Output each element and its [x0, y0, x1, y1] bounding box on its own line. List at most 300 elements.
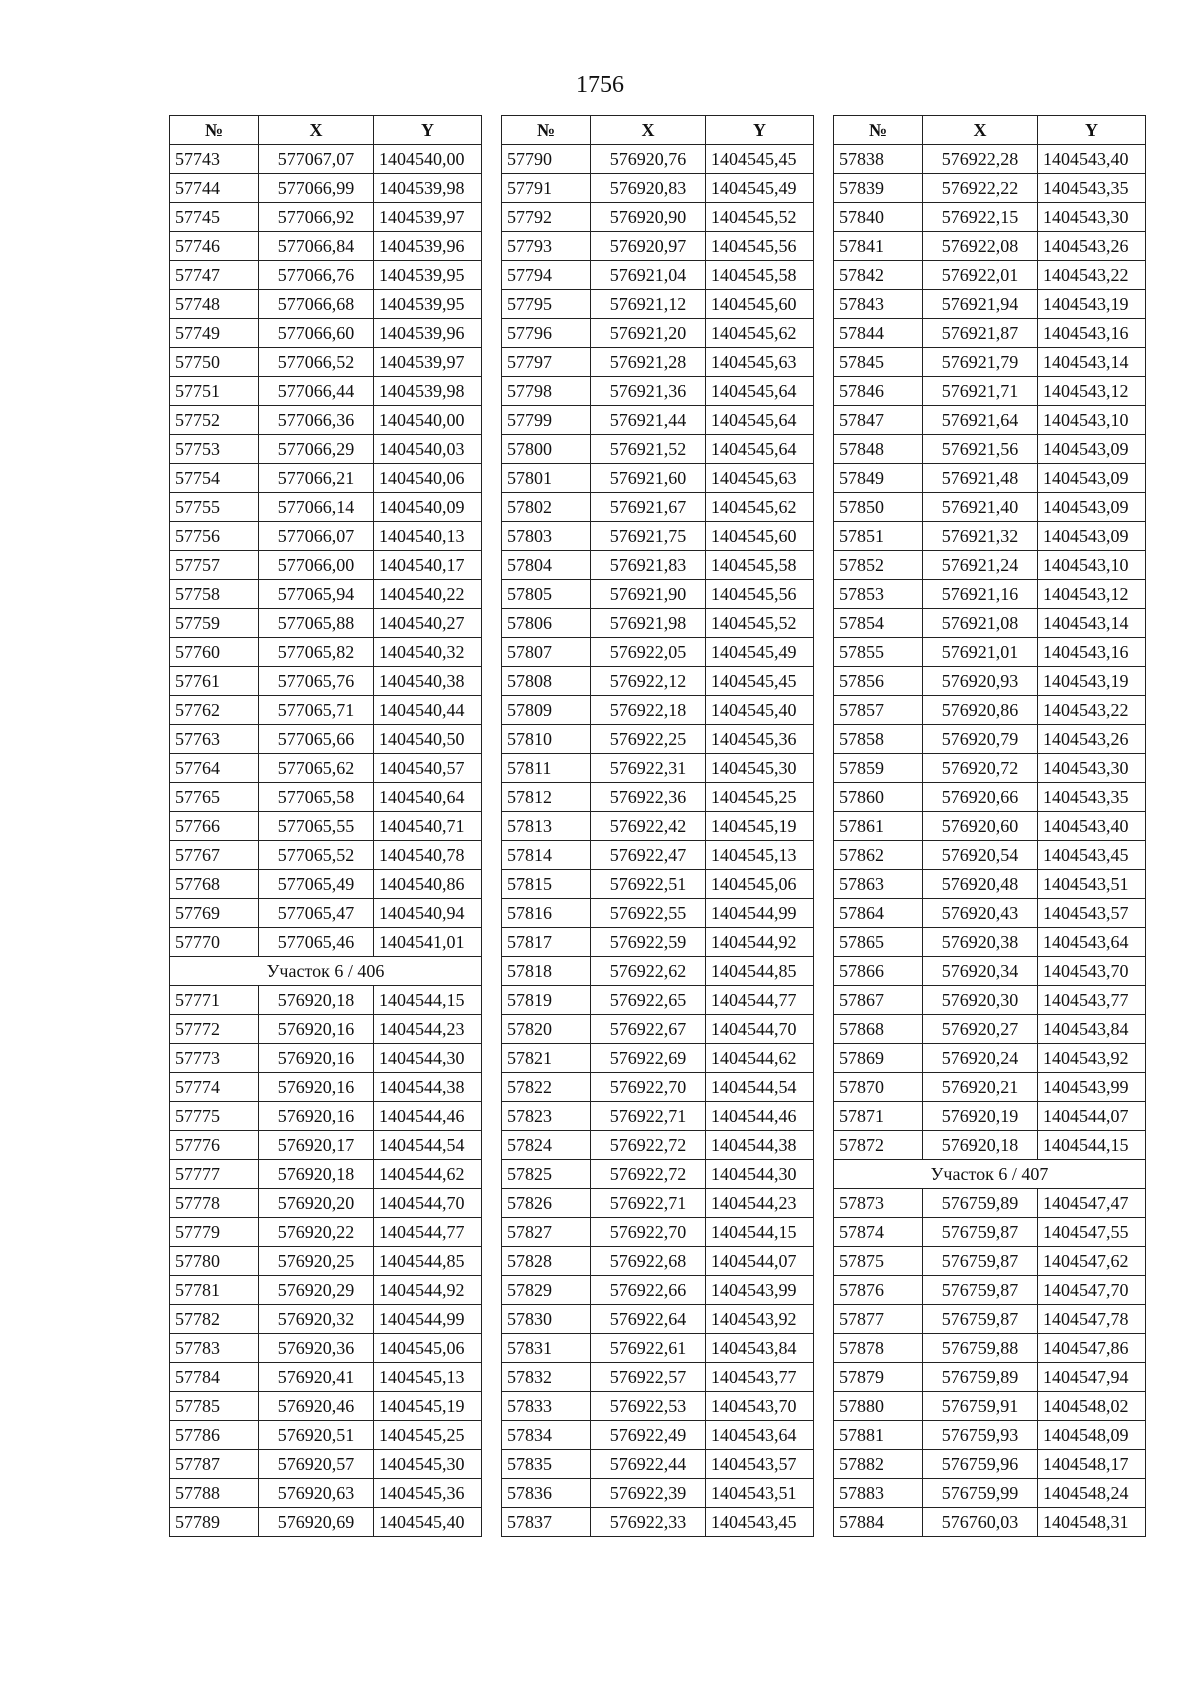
x-coordinate-cell: 577065,82: [259, 638, 374, 667]
point-number-cell: 57842: [834, 261, 923, 290]
y-coordinate-cell: 1404545,25: [706, 783, 814, 812]
point-number-cell: 57788: [170, 1479, 259, 1508]
x-coordinate-cell: 577065,47: [259, 899, 374, 928]
point-number-cell: 57875: [834, 1247, 923, 1276]
point-number-cell: 57855: [834, 638, 923, 667]
y-coordinate-cell: 1404540,09: [374, 493, 482, 522]
x-coordinate-cell: 576922,01: [923, 261, 1038, 290]
x-coordinate-cell: 577066,00: [259, 551, 374, 580]
x-coordinate-cell: 576759,87: [923, 1247, 1038, 1276]
y-coordinate-cell: 1404545,45: [706, 667, 814, 696]
y-coordinate-cell: 1404545,52: [706, 203, 814, 232]
x-coordinate-cell: 576921,79: [923, 348, 1038, 377]
x-coordinate-cell: 576920,43: [923, 899, 1038, 928]
y-coordinate-cell: 1404539,98: [374, 377, 482, 406]
x-coordinate-cell: 576921,12: [591, 290, 706, 319]
point-number-cell: 57879: [834, 1363, 923, 1392]
table-row: [502, 232, 814, 261]
table-row: [170, 261, 482, 290]
y-coordinate-cell: 1404543,10: [1038, 406, 1146, 435]
point-number-cell: 57860: [834, 783, 923, 812]
table-row: [834, 725, 1146, 754]
x-coordinate-cell: 577066,44: [259, 377, 374, 406]
table-row: [834, 232, 1146, 261]
y-coordinate-cell: 1404545,13: [706, 841, 814, 870]
y-coordinate-cell: 1404548,02: [1038, 1392, 1146, 1421]
table-body: [834, 145, 1146, 1537]
table-row: [834, 841, 1146, 870]
y-coordinate-cell: 1404547,94: [1038, 1363, 1146, 1392]
table-row: [834, 1363, 1146, 1392]
y-coordinate-cell: 1404543,26: [1038, 232, 1146, 261]
point-number-cell: 57852: [834, 551, 923, 580]
header-y: Y: [1038, 116, 1146, 145]
x-coordinate-cell: 576922,62: [591, 957, 706, 986]
x-coordinate-cell: 576920,16: [259, 1044, 374, 1073]
point-number-cell: 57865: [834, 928, 923, 957]
table-row: [170, 1276, 482, 1305]
y-coordinate-cell: 1404543,40: [1038, 812, 1146, 841]
table-body: [170, 145, 482, 1537]
table-row: [502, 696, 814, 725]
y-coordinate-cell: 1404543,64: [706, 1421, 814, 1450]
y-coordinate-cell: 1404543,14: [1038, 348, 1146, 377]
x-coordinate-cell: 576922,44: [591, 1450, 706, 1479]
table-row: [502, 609, 814, 638]
table-row: [170, 1421, 482, 1450]
x-coordinate-cell: 576922,18: [591, 696, 706, 725]
y-coordinate-cell: 1404544,85: [374, 1247, 482, 1276]
point-number-cell: 57824: [502, 1131, 591, 1160]
y-coordinate-cell: 1404544,85: [706, 957, 814, 986]
x-coordinate-cell: 576920,69: [259, 1508, 374, 1537]
point-number-cell: 57755: [170, 493, 259, 522]
y-coordinate-cell: 1404544,54: [374, 1131, 482, 1160]
point-number-cell: 57846: [834, 377, 923, 406]
table-row: [502, 1015, 814, 1044]
table-row: [170, 580, 482, 609]
x-coordinate-cell: 576922,08: [923, 232, 1038, 261]
x-coordinate-cell: 576920,18: [259, 1160, 374, 1189]
point-number-cell: 57792: [502, 203, 591, 232]
y-coordinate-cell: 1404545,64: [706, 406, 814, 435]
y-coordinate-cell: 1404544,23: [706, 1189, 814, 1218]
x-coordinate-cell: 576920,34: [923, 957, 1038, 986]
y-coordinate-cell: 1404547,55: [1038, 1218, 1146, 1247]
y-coordinate-cell: 1404540,38: [374, 667, 482, 696]
x-coordinate-cell: 576920,16: [259, 1102, 374, 1131]
table-row: [834, 377, 1146, 406]
point-number-cell: 57870: [834, 1073, 923, 1102]
x-coordinate-cell: 576920,24: [923, 1044, 1038, 1073]
y-coordinate-cell: 1404545,63: [706, 348, 814, 377]
table-row: [502, 580, 814, 609]
x-coordinate-cell: 576922,51: [591, 870, 706, 899]
table-row: [502, 638, 814, 667]
y-coordinate-cell: 1404543,35: [1038, 174, 1146, 203]
point-number-cell: 57851: [834, 522, 923, 551]
table-row: [170, 986, 482, 1015]
section-row: [834, 1160, 1146, 1189]
table-row: [170, 725, 482, 754]
table-row: [170, 290, 482, 319]
point-number-cell: 57776: [170, 1131, 259, 1160]
table-row: [502, 1305, 814, 1334]
y-coordinate-cell: 1404545,06: [706, 870, 814, 899]
y-coordinate-cell: 1404539,96: [374, 232, 482, 261]
section-title: Участок 6 / 406: [170, 957, 482, 986]
y-coordinate-cell: 1404545,63: [706, 464, 814, 493]
x-coordinate-cell: 576759,88: [923, 1334, 1038, 1363]
point-number-cell: 57750: [170, 348, 259, 377]
x-coordinate-cell: 577066,92: [259, 203, 374, 232]
table-row: [834, 1247, 1146, 1276]
y-coordinate-cell: 1404545,60: [706, 522, 814, 551]
point-number-cell: 57825: [502, 1160, 591, 1189]
y-coordinate-cell: 1404543,09: [1038, 435, 1146, 464]
y-coordinate-cell: 1404541,01: [374, 928, 482, 957]
point-number-cell: 57827: [502, 1218, 591, 1247]
y-coordinate-cell: 1404543,35: [1038, 783, 1146, 812]
table-row: [170, 1479, 482, 1508]
y-coordinate-cell: 1404543,51: [1038, 870, 1146, 899]
y-coordinate-cell: 1404544,38: [706, 1131, 814, 1160]
table-row: [502, 754, 814, 783]
table-row: [502, 1334, 814, 1363]
x-coordinate-cell: 576920,97: [591, 232, 706, 261]
point-number-cell: 57828: [502, 1247, 591, 1276]
x-coordinate-cell: 576920,19: [923, 1102, 1038, 1131]
point-number-cell: 57836: [502, 1479, 591, 1508]
point-number-cell: 57747: [170, 261, 259, 290]
point-number-cell: 57758: [170, 580, 259, 609]
x-coordinate-cell: 576921,56: [923, 435, 1038, 464]
y-coordinate-cell: 1404540,64: [374, 783, 482, 812]
point-number-cell: 57812: [502, 783, 591, 812]
point-number-cell: 57768: [170, 870, 259, 899]
point-number-cell: 57783: [170, 1334, 259, 1363]
x-coordinate-cell: 576922,72: [591, 1160, 706, 1189]
header-number: №: [502, 116, 591, 145]
point-number-cell: 57757: [170, 551, 259, 580]
table-row: [834, 783, 1146, 812]
y-coordinate-cell: 1404545,25: [374, 1421, 482, 1450]
table-row: [834, 1131, 1146, 1160]
point-number-cell: 57754: [170, 464, 259, 493]
y-coordinate-cell: 1404543,99: [706, 1276, 814, 1305]
page-number: 1756: [576, 72, 624, 98]
table-row: [502, 1073, 814, 1102]
point-number-cell: 57867: [834, 986, 923, 1015]
y-coordinate-cell: 1404543,30: [1038, 754, 1146, 783]
y-coordinate-cell: 1404543,09: [1038, 493, 1146, 522]
table-row: [170, 493, 482, 522]
table-row: [834, 1102, 1146, 1131]
x-coordinate-cell: 576920,83: [591, 174, 706, 203]
point-number-cell: 57859: [834, 754, 923, 783]
x-coordinate-cell: 576922,57: [591, 1363, 706, 1392]
x-coordinate-cell: 576921,20: [591, 319, 706, 348]
point-number-cell: 57746: [170, 232, 259, 261]
point-number-cell: 57745: [170, 203, 259, 232]
table-row: [502, 1363, 814, 1392]
table-row: [170, 174, 482, 203]
point-number-cell: 57764: [170, 754, 259, 783]
table-row: [170, 812, 482, 841]
y-coordinate-cell: 1404540,22: [374, 580, 482, 609]
y-coordinate-cell: 1404544,46: [706, 1102, 814, 1131]
y-coordinate-cell: 1404547,78: [1038, 1305, 1146, 1334]
table-row: [502, 986, 814, 1015]
point-number-cell: 57782: [170, 1305, 259, 1334]
y-coordinate-cell: 1404545,56: [706, 232, 814, 261]
point-number-cell: 57743: [170, 145, 259, 174]
table-row: [502, 261, 814, 290]
point-number-cell: 57763: [170, 725, 259, 754]
point-number-cell: 57883: [834, 1479, 923, 1508]
point-number-cell: 57844: [834, 319, 923, 348]
x-coordinate-cell: 576920,29: [259, 1276, 374, 1305]
point-number-cell: 57795: [502, 290, 591, 319]
table-row: [834, 696, 1146, 725]
y-coordinate-cell: 1404544,07: [1038, 1102, 1146, 1131]
point-number-cell: 57748: [170, 290, 259, 319]
y-coordinate-cell: 1404545,45: [706, 145, 814, 174]
y-coordinate-cell: 1404544,38: [374, 1073, 482, 1102]
point-number-cell: 57837: [502, 1508, 591, 1537]
point-number-cell: 57803: [502, 522, 591, 551]
x-coordinate-cell: 576920,16: [259, 1073, 374, 1102]
table-row: [834, 319, 1146, 348]
x-coordinate-cell: 576920,22: [259, 1218, 374, 1247]
y-coordinate-cell: 1404539,97: [374, 348, 482, 377]
table-row: [170, 1102, 482, 1131]
y-coordinate-cell: 1404544,62: [706, 1044, 814, 1073]
x-coordinate-cell: 576920,27: [923, 1015, 1038, 1044]
x-coordinate-cell: 576759,87: [923, 1276, 1038, 1305]
table-row: [502, 899, 814, 928]
point-number-cell: 57880: [834, 1392, 923, 1421]
table-row: [170, 1508, 482, 1537]
y-coordinate-cell: 1404545,19: [374, 1392, 482, 1421]
section-row: [170, 957, 482, 986]
point-number-cell: 57853: [834, 580, 923, 609]
y-coordinate-cell: 1404543,10: [1038, 551, 1146, 580]
x-coordinate-cell: 576922,33: [591, 1508, 706, 1537]
y-coordinate-cell: 1404543,77: [706, 1363, 814, 1392]
x-coordinate-cell: 577066,60: [259, 319, 374, 348]
y-coordinate-cell: 1404539,95: [374, 261, 482, 290]
table-row: [502, 377, 814, 406]
x-coordinate-cell: 576922,64: [591, 1305, 706, 1334]
x-coordinate-cell: 576759,87: [923, 1218, 1038, 1247]
table-row: [170, 232, 482, 261]
y-coordinate-cell: 1404543,26: [1038, 725, 1146, 754]
y-coordinate-cell: 1404543,40: [1038, 145, 1146, 174]
table-row: [502, 1189, 814, 1218]
x-coordinate-cell: 577065,71: [259, 696, 374, 725]
x-coordinate-cell: 576920,30: [923, 986, 1038, 1015]
y-coordinate-cell: 1404545,13: [374, 1363, 482, 1392]
table-row: [170, 841, 482, 870]
y-coordinate-cell: 1404539,98: [374, 174, 482, 203]
x-coordinate-cell: 576920,46: [259, 1392, 374, 1421]
point-number-cell: 57833: [502, 1392, 591, 1421]
y-coordinate-cell: 1404544,46: [374, 1102, 482, 1131]
x-coordinate-cell: 576922,39: [591, 1479, 706, 1508]
x-coordinate-cell: 577067,07: [259, 145, 374, 174]
x-coordinate-cell: 577066,29: [259, 435, 374, 464]
y-coordinate-cell: 1404543,70: [1038, 957, 1146, 986]
x-coordinate-cell: 576922,25: [591, 725, 706, 754]
y-coordinate-cell: 1404540,06: [374, 464, 482, 493]
point-number-cell: 57829: [502, 1276, 591, 1305]
table-row: [502, 1247, 814, 1276]
table-row: [170, 1334, 482, 1363]
y-coordinate-cell: 1404543,19: [1038, 290, 1146, 319]
table-row: [502, 464, 814, 493]
table-row: [834, 1392, 1146, 1421]
point-number-cell: 57784: [170, 1363, 259, 1392]
y-coordinate-cell: 1404539,97: [374, 203, 482, 232]
point-number-cell: 57759: [170, 609, 259, 638]
y-coordinate-cell: 1404543,22: [1038, 696, 1146, 725]
table-row: [170, 1450, 482, 1479]
x-coordinate-cell: 576920,57: [259, 1450, 374, 1479]
x-coordinate-cell: 576920,25: [259, 1247, 374, 1276]
x-coordinate-cell: 576921,48: [923, 464, 1038, 493]
point-number-cell: 57793: [502, 232, 591, 261]
y-coordinate-cell: 1404545,58: [706, 261, 814, 290]
point-number-cell: 57774: [170, 1073, 259, 1102]
point-number-cell: 57850: [834, 493, 923, 522]
y-coordinate-cell: 1404540,00: [374, 145, 482, 174]
x-coordinate-cell: 576922,55: [591, 899, 706, 928]
point-number-cell: 57749: [170, 319, 259, 348]
point-number-cell: 57877: [834, 1305, 923, 1334]
point-number-cell: 57849: [834, 464, 923, 493]
point-number-cell: 57798: [502, 377, 591, 406]
y-coordinate-cell: 1404543,92: [1038, 1044, 1146, 1073]
point-number-cell: 57772: [170, 1015, 259, 1044]
y-coordinate-cell: 1404547,62: [1038, 1247, 1146, 1276]
table-row: [170, 1131, 482, 1160]
y-coordinate-cell: 1404545,60: [706, 290, 814, 319]
point-number-cell: 57820: [502, 1015, 591, 1044]
table-row: [502, 1102, 814, 1131]
y-coordinate-cell: 1404543,70: [706, 1392, 814, 1421]
y-coordinate-cell: 1404544,30: [706, 1160, 814, 1189]
y-coordinate-cell: 1404540,50: [374, 725, 482, 754]
table-row: [834, 1450, 1146, 1479]
y-coordinate-cell: 1404548,24: [1038, 1479, 1146, 1508]
x-coordinate-cell: 576920,48: [923, 870, 1038, 899]
table-row: [834, 551, 1146, 580]
table-row: [502, 1160, 814, 1189]
table-row: [834, 290, 1146, 319]
point-number-cell: 57848: [834, 435, 923, 464]
y-coordinate-cell: 1404544,15: [1038, 1131, 1146, 1160]
table-row: [502, 1421, 814, 1450]
header-number: №: [834, 116, 923, 145]
y-coordinate-cell: 1404545,19: [706, 812, 814, 841]
y-coordinate-cell: 1404547,47: [1038, 1189, 1146, 1218]
y-coordinate-cell: 1404545,62: [706, 319, 814, 348]
table-row: [502, 435, 814, 464]
table-row: [502, 145, 814, 174]
table-row: [170, 609, 482, 638]
y-coordinate-cell: 1404543,22: [1038, 261, 1146, 290]
table-row: [502, 1276, 814, 1305]
y-coordinate-cell: 1404544,07: [706, 1247, 814, 1276]
table-row: [834, 754, 1146, 783]
point-number-cell: 57864: [834, 899, 923, 928]
x-coordinate-cell: 576921,40: [923, 493, 1038, 522]
x-coordinate-cell: 576921,83: [591, 551, 706, 580]
x-coordinate-cell: 576922,28: [923, 145, 1038, 174]
table-row: [502, 725, 814, 754]
x-coordinate-cell: 577066,76: [259, 261, 374, 290]
x-coordinate-cell: 576922,70: [591, 1073, 706, 1102]
x-coordinate-cell: 577065,58: [259, 783, 374, 812]
point-number-cell: 57751: [170, 377, 259, 406]
y-coordinate-cell: 1404544,30: [374, 1044, 482, 1073]
point-number-cell: 57815: [502, 870, 591, 899]
point-number-cell: 57881: [834, 1421, 923, 1450]
y-coordinate-cell: 1404545,06: [374, 1334, 482, 1363]
point-number-cell: 57830: [502, 1305, 591, 1334]
x-coordinate-cell: 577066,21: [259, 464, 374, 493]
x-coordinate-cell: 576760,03: [923, 1508, 1038, 1537]
header-x: X: [591, 116, 706, 145]
point-number-cell: 57841: [834, 232, 923, 261]
y-coordinate-cell: 1404544,92: [374, 1276, 482, 1305]
y-coordinate-cell: 1404545,40: [374, 1508, 482, 1537]
point-number-cell: 57832: [502, 1363, 591, 1392]
y-coordinate-cell: 1404543,92: [706, 1305, 814, 1334]
x-coordinate-cell: 576921,32: [923, 522, 1038, 551]
x-coordinate-cell: 577065,49: [259, 870, 374, 899]
table-row: [170, 1392, 482, 1421]
point-number-cell: 57847: [834, 406, 923, 435]
x-coordinate-cell: 576922,31: [591, 754, 706, 783]
x-coordinate-cell: 576922,67: [591, 1015, 706, 1044]
table-row: [502, 957, 814, 986]
y-coordinate-cell: 1404545,64: [706, 435, 814, 464]
x-coordinate-cell: 576922,65: [591, 986, 706, 1015]
y-coordinate-cell: 1404543,14: [1038, 609, 1146, 638]
header-y: Y: [706, 116, 814, 145]
table-row: [170, 638, 482, 667]
x-coordinate-cell: 576920,51: [259, 1421, 374, 1450]
table-row: [834, 493, 1146, 522]
y-coordinate-cell: 1404540,32: [374, 638, 482, 667]
y-coordinate-cell: 1404544,99: [374, 1305, 482, 1334]
x-coordinate-cell: 576921,64: [923, 406, 1038, 435]
point-number-cell: 57804: [502, 551, 591, 580]
coordinates-table-1: [169, 115, 482, 1537]
table-row: [170, 406, 482, 435]
point-number-cell: 57760: [170, 638, 259, 667]
table-row: [170, 145, 482, 174]
table-row: [170, 696, 482, 725]
point-number-cell: 57791: [502, 174, 591, 203]
x-coordinate-cell: 576921,94: [923, 290, 1038, 319]
y-coordinate-cell: 1404540,03: [374, 435, 482, 464]
y-coordinate-cell: 1404545,30: [374, 1450, 482, 1479]
point-number-cell: 57871: [834, 1102, 923, 1131]
point-number-cell: 57840: [834, 203, 923, 232]
